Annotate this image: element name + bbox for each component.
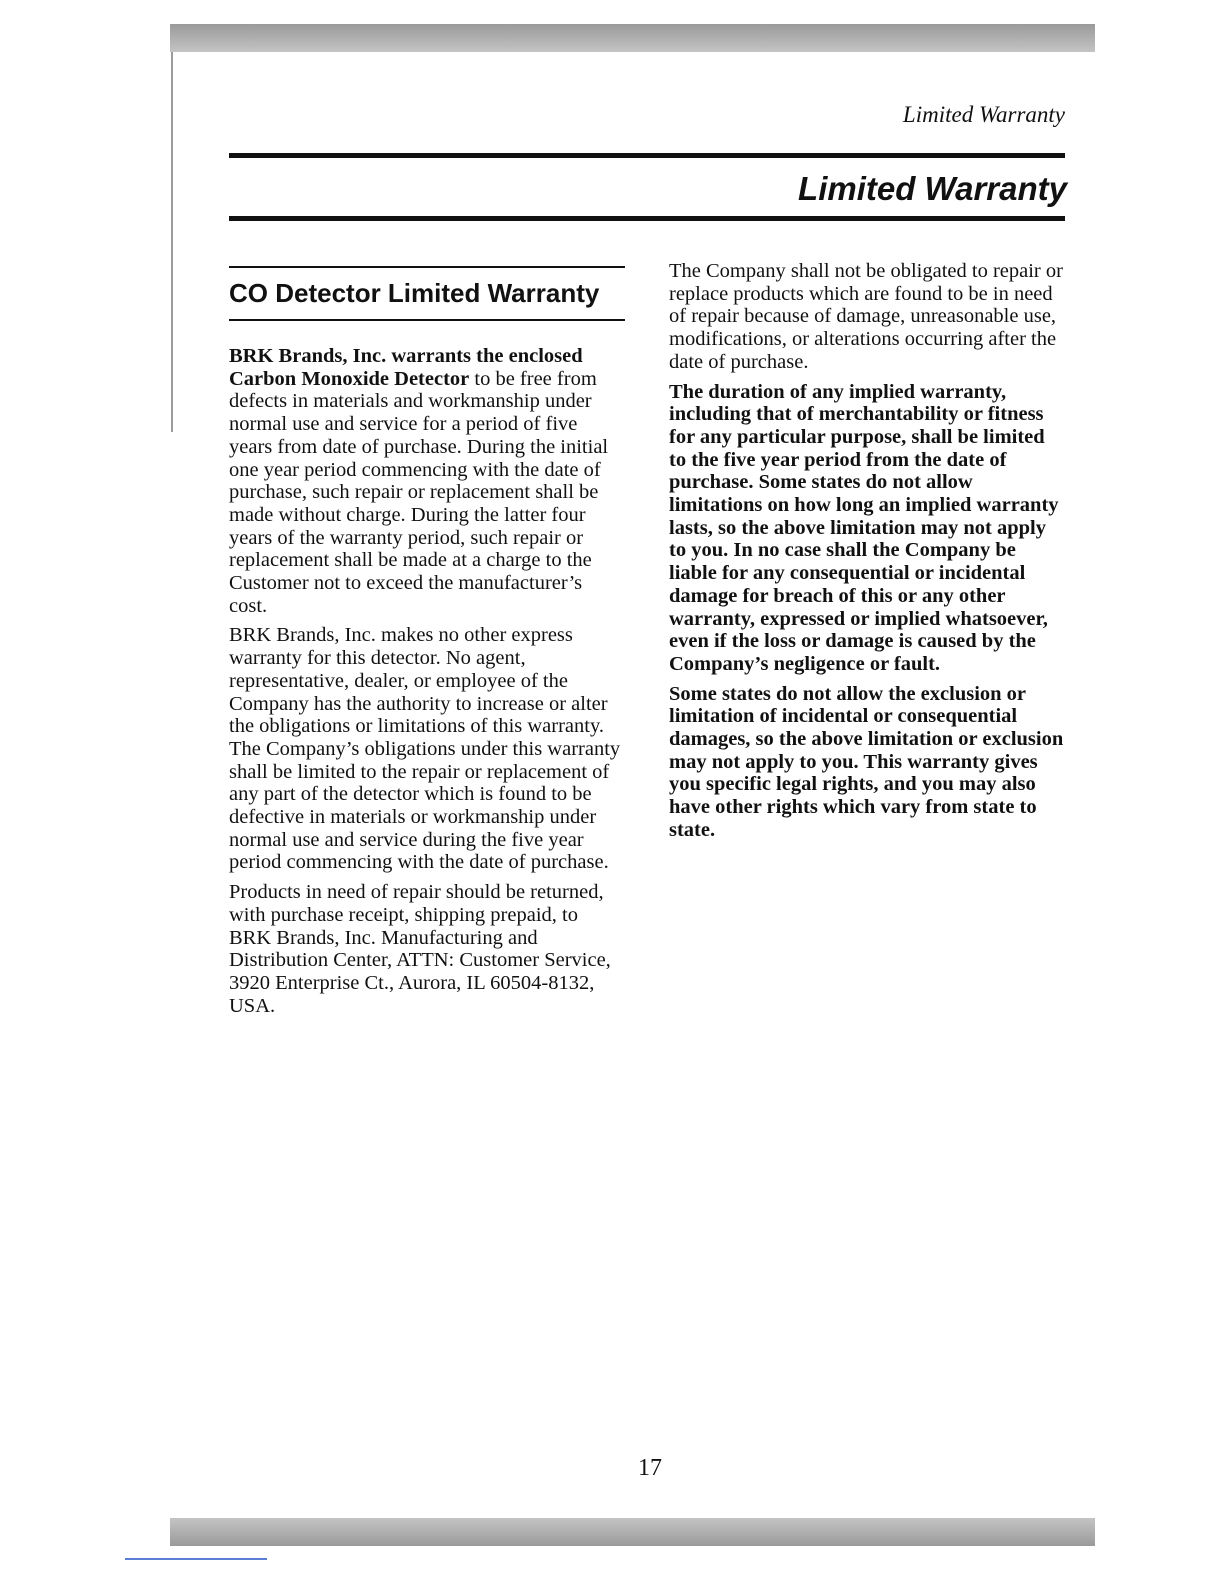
scan-artifact-line: [125, 1558, 267, 1560]
title-rule-bottom: [229, 216, 1065, 221]
right-column: [669, 260, 1065, 849]
warranty-paragraph-5: The duration of any implied warranty, including that of merchantability or fitness for any particular purpose, shall be limited to the five year period from the date of purchase. Some states do not allow limitations on how long an implied warranty lasts, so the above limitation may not apply to you. In no case shall the Company be liable for any consequential or incidental damage for breach of this or any other warranty, expressed or implied whatsoever, even if the loss or damage is caused by the Company’s negligence or fault.: [669, 380, 1059, 675]
warranty-bold-lead: BRK Brands, Inc. warrants the enclosed Carbon Monoxide Detector: [229, 345, 583, 390]
warranty-paragraph-6: Some states do not allow the exclusion or limitation of incidental or consequential damages, so the above limitation or exclusion may not apply to you. This warranty gives you specific legal rights, and you may also have other rights which vary from state to state.: [669, 682, 1064, 841]
warranty-paragraph-1-text: to be free from defects in materials and workmanship under normal use and service for a period of five years from date of purchase. During the initial one year period commencing with the date of purchase, such repair or replacement shall be made without charge. During the latter four years of the warranty period, such repair or replacement shall be made at a charge to the Customer not to exceed the manufacturer’s cost.: [229, 367, 609, 617]
section-heading: CO Detector Limited Warranty: [229, 278, 600, 308]
title-rule-top: [229, 153, 1065, 158]
left-column: [229, 266, 625, 1024]
warranty-paragraph-3: Products in need of repair should be returned, with purchase receipt, shipping prepaid, to BRK Brands, Inc. Manufacturing and Distribution Center, ATTN: Customer Service, 3920 Enterprise Ct., Aurora, IL 60504-8132, USA.: [229, 881, 611, 1017]
warranty-paragraph-2: BRK Brands, Inc. makes no other express warranty for this detector. No agent, representative, dealer, or employee of the Company has the authority to increase or alter the obligations or limitations of this warranty. The Company’s obligations under this warranty shall be limited to the repair or replacement of any part of the detector which is found to be defective in materials or workmanship under normal use and service during the five year period commencing with the date of purchase.: [229, 624, 621, 874]
scan-border-bottom: [170, 1518, 1095, 1546]
page-number: 17: [638, 1455, 662, 1481]
page-title: Limited Warranty: [798, 170, 1067, 207]
warranty-paragraph-1: [229, 345, 625, 617]
section-rule-top: [229, 266, 625, 268]
scan-border-left: [171, 52, 173, 432]
section-rule-bottom: [229, 319, 625, 321]
warranty-paragraph-4: The Company shall not be obligated to repair or replace products which are found to be in need of repair because of damage, unreasonable use, modifications, or alterations occurring after the date of purchase.: [669, 260, 1063, 373]
running-header: Limited Warranty: [902, 102, 1065, 127]
scan-border-top: [170, 24, 1095, 52]
